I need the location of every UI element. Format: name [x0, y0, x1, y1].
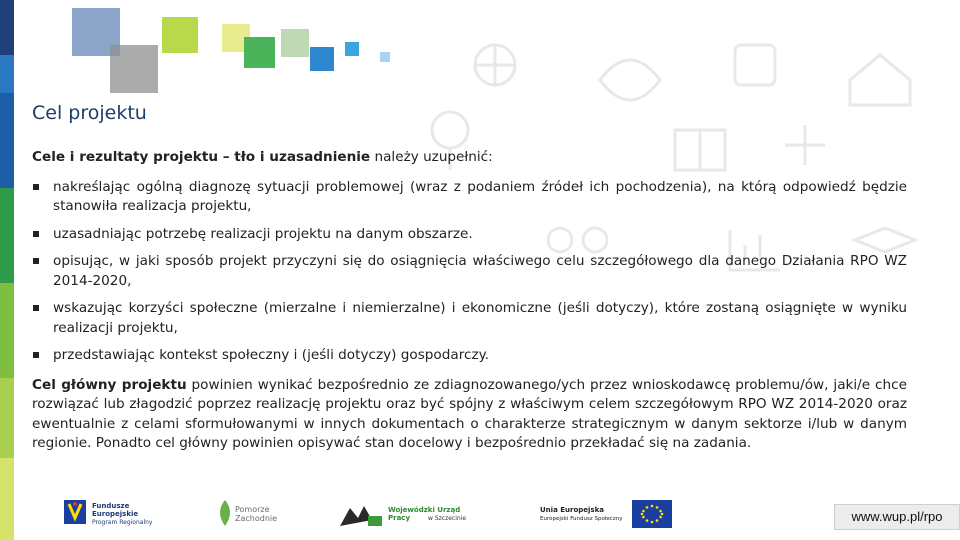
fe-star-icon: [62, 496, 88, 528]
main-goal-text: powinien wynikać bezpośrednio ze zdiagnozowanego/ych przez wnioskodawcę problemu/ów, jaki/e chce rozwiązać lub złagodzić poprzez realizację projektu oraz być spójny z właściwym celem szczegółowym RPO WZ 2014-2020 oraz ewentualnie z celami sformułowanymi w innych dokumentach o charakterze strategicznym w danym sektorze i/lub w danym regionie. Ponadto cel główny powinien opisywać stan docelowy i bezpośrednio przekładać się na zadania.: [32, 376, 907, 451]
pz-line2: Zachodnie: [235, 514, 278, 523]
fe-line3: Program Regionalny: [92, 519, 153, 526]
list-item: [32, 346, 907, 366]
list-item-text: przedstawiając kontekst społeczny i (jeśli dotyczy) gospodarczy.: [53, 347, 490, 363]
logo-pomorze-zachodnie: [215, 492, 285, 534]
fan-icon: [475, 45, 515, 85]
bullet-square-icon: [33, 352, 39, 358]
bullet-square-icon: [33, 184, 39, 190]
train-icon: [735, 45, 775, 85]
ue-line2: Europejski Fundusz Społeczny: [540, 516, 623, 522]
list-item-text: opisując, w jaki sposób projekt przyczyni się do osiągnięcia właściwego celu szczegółowego dla danego Działania RPO WZ 2014-2020,: [53, 253, 907, 289]
bullet-square-icon: [33, 258, 39, 264]
list-item: [32, 225, 907, 245]
fe-line1: Fundusze: [92, 502, 130, 510]
wup-blocks-icon: [338, 500, 384, 530]
list-item-text: uzasadniając potrzebę realizacji projektu na danym obszarze.: [53, 225, 473, 242]
eu-flag-icon: [632, 500, 672, 528]
footer-logos: [0, 492, 960, 540]
pz-leaf-icon: [215, 498, 235, 528]
main-content: [32, 148, 907, 454]
intro-line: [32, 148, 907, 168]
ue-line1: Unia Europejska: [540, 506, 604, 514]
intro-rest: należy uzupełnić:: [370, 149, 493, 165]
house-icon: [850, 55, 910, 105]
main-goal-strong: Cel główny projektu: [32, 376, 187, 393]
intro-strong: Cele i rezultaty projektu – tło i uzasadnienie: [32, 149, 371, 165]
wup-line2: w Szczecinie: [428, 515, 467, 522]
logo-unia-europejska: [540, 492, 675, 534]
logo-wup-szczecin: [338, 492, 483, 534]
list-item: [32, 299, 907, 338]
website-url[interactable]: www.wup.pl/rpo: [834, 504, 960, 530]
leaf-icon: [600, 60, 660, 100]
pz-line1: Pomorze: [235, 505, 270, 514]
fe-line2: Europejskie: [92, 510, 139, 518]
main-goal-paragraph: [32, 376, 907, 454]
list-item: [32, 252, 907, 291]
bullet-list: [32, 178, 907, 366]
list-item: [32, 178, 907, 217]
page-title: Cel projektu: [32, 102, 147, 124]
logo-fundusze-europejskie: [62, 492, 162, 534]
wup-line1: Wojewódzki Urząd Pracy: [388, 506, 461, 522]
bullet-square-icon: [33, 231, 39, 237]
bullet-square-icon: [33, 305, 39, 311]
list-item-text: wskazując korzyści społeczne (mierzalne i niemierzalne) i ekonomiczne (jeśli dotyczy), które zostaną osiągnięte w wyniku realizacji projektu,: [53, 300, 907, 336]
list-item-text: nakreślając ogólną diagnozę sytuacji problemowej (wraz z podaniem źródeł ich pochodzenia), na którą odpowiedź będzie stanowiła realizacja projektu,: [53, 178, 907, 214]
